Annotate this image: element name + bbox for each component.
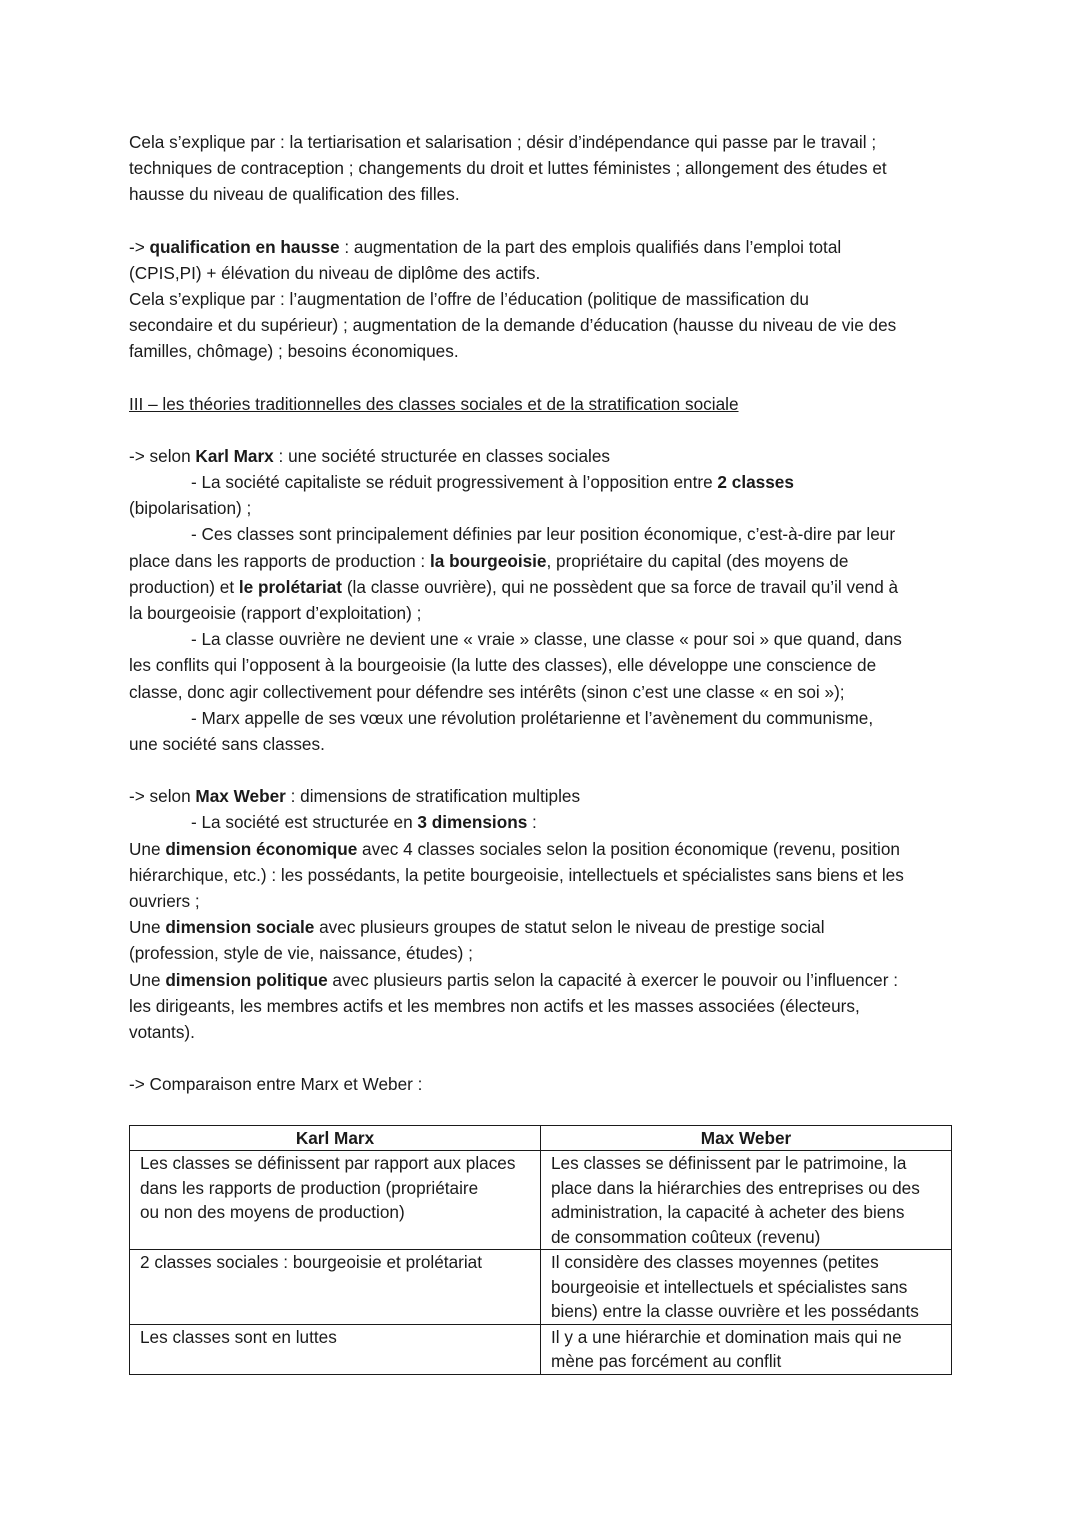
text-run: avec 4 classes sociales selon la position économique (revenu, position [357,838,900,859]
text-run: production) et [129,576,239,597]
weber-dimension-political [129,967,955,1046]
text-run: : [527,812,537,833]
comparison-intro: -> Comparaison entre Marx et Weber : [129,1074,423,1095]
text-run: Une [129,969,166,990]
text-line: secondaire et du supérieur) ; augmentation de la demande d’éducation (hausse du niveau de vie des [129,315,897,336]
document-page [129,129,955,1375]
bold-term: dimension économique [165,838,358,859]
text-run: Une [129,917,166,938]
cell-line: bourgeoisie et intellectuels et spécialistes sans [551,1276,908,1297]
table-row [130,1250,952,1325]
text-run: avec plusieurs partis selon la capacité à exercer le pouvoir ou l’influencer : [327,969,898,990]
comparison-table [129,1125,952,1375]
cell-line: Les classes se définissent par le patrimoine, la [551,1153,907,1173]
text-line: techniques de contraception ; changements du droit et luttes féministes ; allongement des études et [129,158,887,179]
bold-term: dimension sociale [165,917,315,938]
text-run: , propriétaire du capital (des moyens de [546,550,849,571]
section-title: III – les théories traditionnelles des classes sociales et de la stratification sociale [129,393,739,414]
text-run: : augmentation de la part des emplois qualifiés dans l’emploi total [339,236,842,257]
text-line: les conflits qui l’opposent à la bourgeoisie (la lutte des classes), elle développe une conscience de [129,655,877,676]
text-line: familles, chômage) ; besoins économiques. [129,341,459,362]
bold-term: 3 dimensions [417,812,528,833]
text-line: classe, donc agir collectivement pour défendre ses intérêts (sinon c’est une classe « en soi »); [129,681,845,702]
text-line: hiérarchique, etc.) : les possédants, la petite bourgeoisie, intellectuels et spécialistes sans biens et les [129,864,904,885]
text-line: ouvriers ; [129,891,200,912]
cell-line: Il y a une hiérarchie et domination mais qui ne [551,1326,902,1347]
text-line: Cela s’explique par : la tertiarisation et salarisation ; désir d’indépendance qui passe par le travail ; [129,132,877,152]
marx-intro [129,443,955,469]
cell-line: Les classes se définissent par rapport aux places [140,1153,516,1173]
cell-line: Il considère des classes moyennes (petites [551,1252,879,1272]
bold-term: Max Weber [195,786,286,807]
table-cell-weber [541,1324,952,1374]
marx-bullet-3: - La classe ouvrière ne devient une « vraie » classe, une classe « pour soi » que quand, dans [191,629,902,650]
table-header-row [130,1125,952,1151]
weber-dimension-economic [129,836,955,915]
marx-bullet-2-cont [129,548,955,627]
text-line: (profession, style de vie, naissance, études) ; [129,943,473,964]
text-line: les dirigeants, les membres actifs et les membres non actifs et les masses associées (électeurs, [129,995,860,1016]
cell-line: place dans la hiérarchies des entreprises ou des [551,1177,920,1198]
cell-line: de consommation coûteux (revenu) [551,1226,821,1247]
text-run: Une [129,838,166,859]
text-run: - La société est structurée en [191,812,418,833]
marx-bullet-3-cont [129,652,955,704]
weber-bullet-1 [129,809,955,835]
marx-bullet-2: - Ces classes sont principalement définies par leur position économique, c’est-à-dire par leur [191,524,896,545]
cell-line: Les classes sont en luttes [140,1326,337,1347]
weber-section [129,783,955,1045]
table-cell-marx [130,1151,541,1250]
cell-line: administration, la capacité à acheter des biens [551,1202,905,1222]
cell-line: ou non des moyens de production) [140,1202,405,1222]
text-line: Cela s’explique par : l’augmentation de l’offre de l’éducation (politique de massification du [129,289,809,310]
bold-term: 2 classes [717,472,794,493]
text-run: (la classe ouvrière), qui ne possèdent que sa force de travail qu’il vend à [342,576,899,597]
table-cell-marx [130,1250,541,1325]
bold-term: qualification en hausse [149,236,340,257]
text-line: hausse du niveau de qualification des filles. [129,184,460,205]
marx-bullet-1-cont: (bipolarisation) ; [129,498,252,519]
text-run: place dans les rapports de production : [129,550,430,571]
cell-line: dans les rapports de production (propriétaire [140,1177,479,1198]
text-run: : une société structurée en classes sociales [273,445,611,466]
text-run: - La société capitaliste se réduit progressivement à l’opposition entre [191,472,718,493]
text-run: : dimensions de stratification multiples [285,786,581,807]
marx-bullet-1 [129,469,955,495]
marx-bullet-4: - Marx appelle de ses vœux une révolution prolétarienne et l’avènement du communisme, [191,707,874,728]
paragraph-explanation-women [129,129,955,208]
bold-term: le prolétariat [238,576,343,597]
weber-intro [129,783,955,809]
bold-term: la bourgeoisie [429,550,547,571]
text-run: -> selon [129,786,196,807]
header-marx: Karl Marx [130,1125,541,1151]
arrow-marker: -> [129,236,150,257]
text-line: (CPIS,PI) + élévation du niveau de diplôme des actifs. [129,262,541,283]
weber-dimension-social [129,914,955,966]
text-run: avec plusieurs groupes de statut selon le niveau de prestige social [314,917,825,938]
table-row [130,1151,952,1250]
header-weber: Max Weber [541,1125,952,1151]
text-line: la bourgeoisie (rapport d’exploitation) ; [129,603,422,624]
table-cell-weber [541,1250,952,1325]
bold-term: dimension politique [165,969,328,990]
table-row [130,1324,952,1374]
cell-line: mène pas forcément au conflit [551,1351,782,1371]
table-cell-weber [541,1151,952,1250]
paragraph-qualification [129,234,955,365]
text-run: -> selon [129,445,196,466]
marx-section [129,443,955,757]
marx-bullet-4-cont: une société sans classes. [129,734,325,755]
cell-line: 2 classes sociales : bourgeoisie et prolétariat [140,1252,483,1272]
table-cell-marx [130,1324,541,1374]
cell-line: biens) entre la classe ouvrière et les possédants [551,1301,919,1321]
bold-term: Karl Marx [195,445,274,466]
text-line: votants). [129,1022,195,1043]
